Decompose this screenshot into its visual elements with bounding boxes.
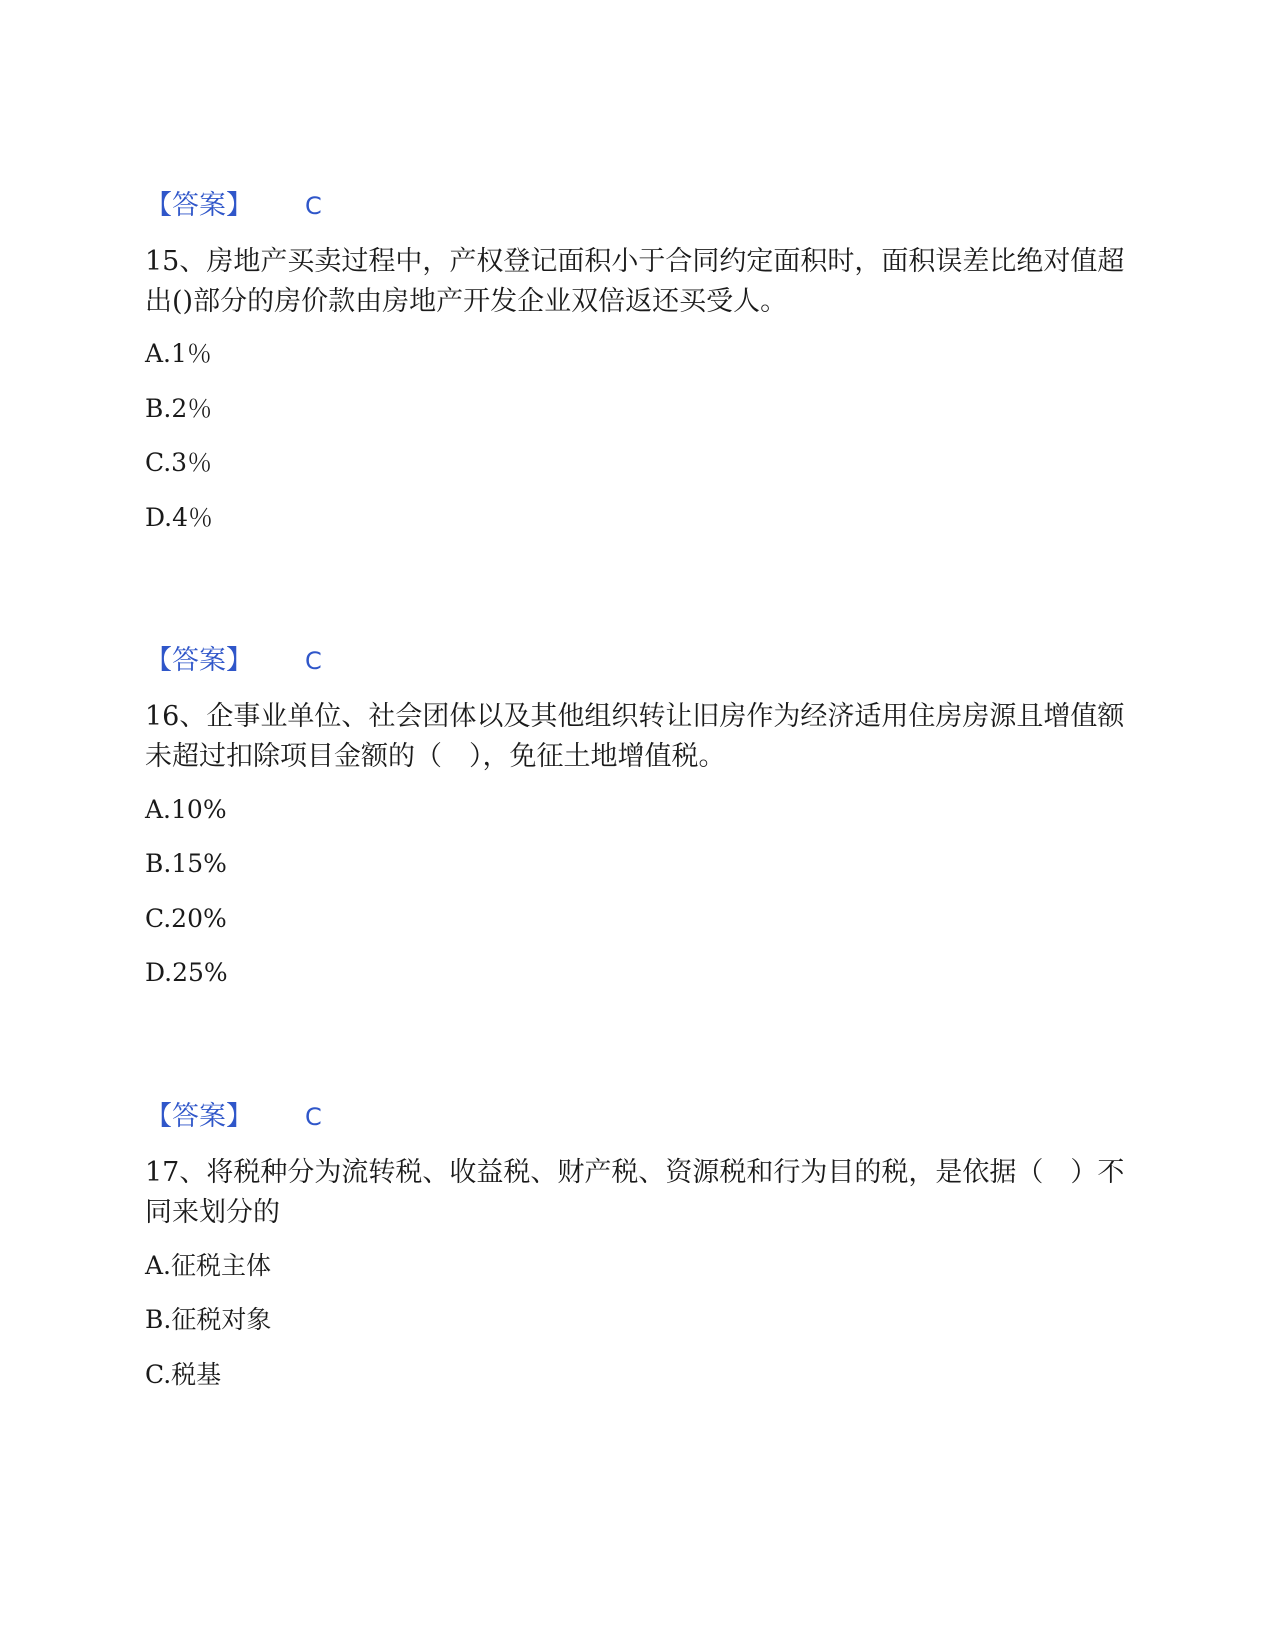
question-block <box>145 697 1125 777</box>
option-c: C.20% <box>145 904 227 933</box>
answer-label: 【答案】 <box>145 190 253 221</box>
answer-line <box>145 190 322 222</box>
option-b: B.2％ <box>145 394 213 423</box>
option-a: A.1％ <box>145 339 212 368</box>
option-b: B.征税对象 <box>145 1305 272 1334</box>
option-d: D.4％ <box>145 503 214 532</box>
option-c: C.税基 <box>145 1360 222 1389</box>
question-block <box>145 1153 1125 1233</box>
answer-line <box>145 1101 322 1133</box>
answer-value: C <box>305 647 322 675</box>
option-b: B.15% <box>145 849 227 878</box>
answer-line <box>145 645 322 677</box>
question-block <box>145 242 1125 322</box>
question-text: 16、企事业单位、社会团体以及其他组织转让旧房作为经济适用住房房源且增值额未超过扣除项目金额的（ ），免征土地增值税。 <box>145 701 1125 772</box>
option-a: A.10% <box>145 795 227 824</box>
option-c: C.3％ <box>145 448 213 477</box>
answer-label: 【答案】 <box>145 1101 253 1132</box>
option-d: D.25% <box>145 958 228 987</box>
question-text: 15、房地产买卖过程中，产权登记面积小于合同约定面积时，面积误差比绝对值超出()部分的房价款由房地产开发企业双倍返还买受人。 <box>145 246 1125 317</box>
option-a: A.征税主体 <box>145 1251 272 1280</box>
answer-label: 【答案】 <box>145 645 253 676</box>
question-text: 17、将税种分为流转税、收益税、财产税、资源税和行为目的税，是依据（ ）不同来划分的 <box>145 1157 1125 1228</box>
answer-value: C <box>305 1103 322 1131</box>
answer-value: C <box>305 192 322 220</box>
